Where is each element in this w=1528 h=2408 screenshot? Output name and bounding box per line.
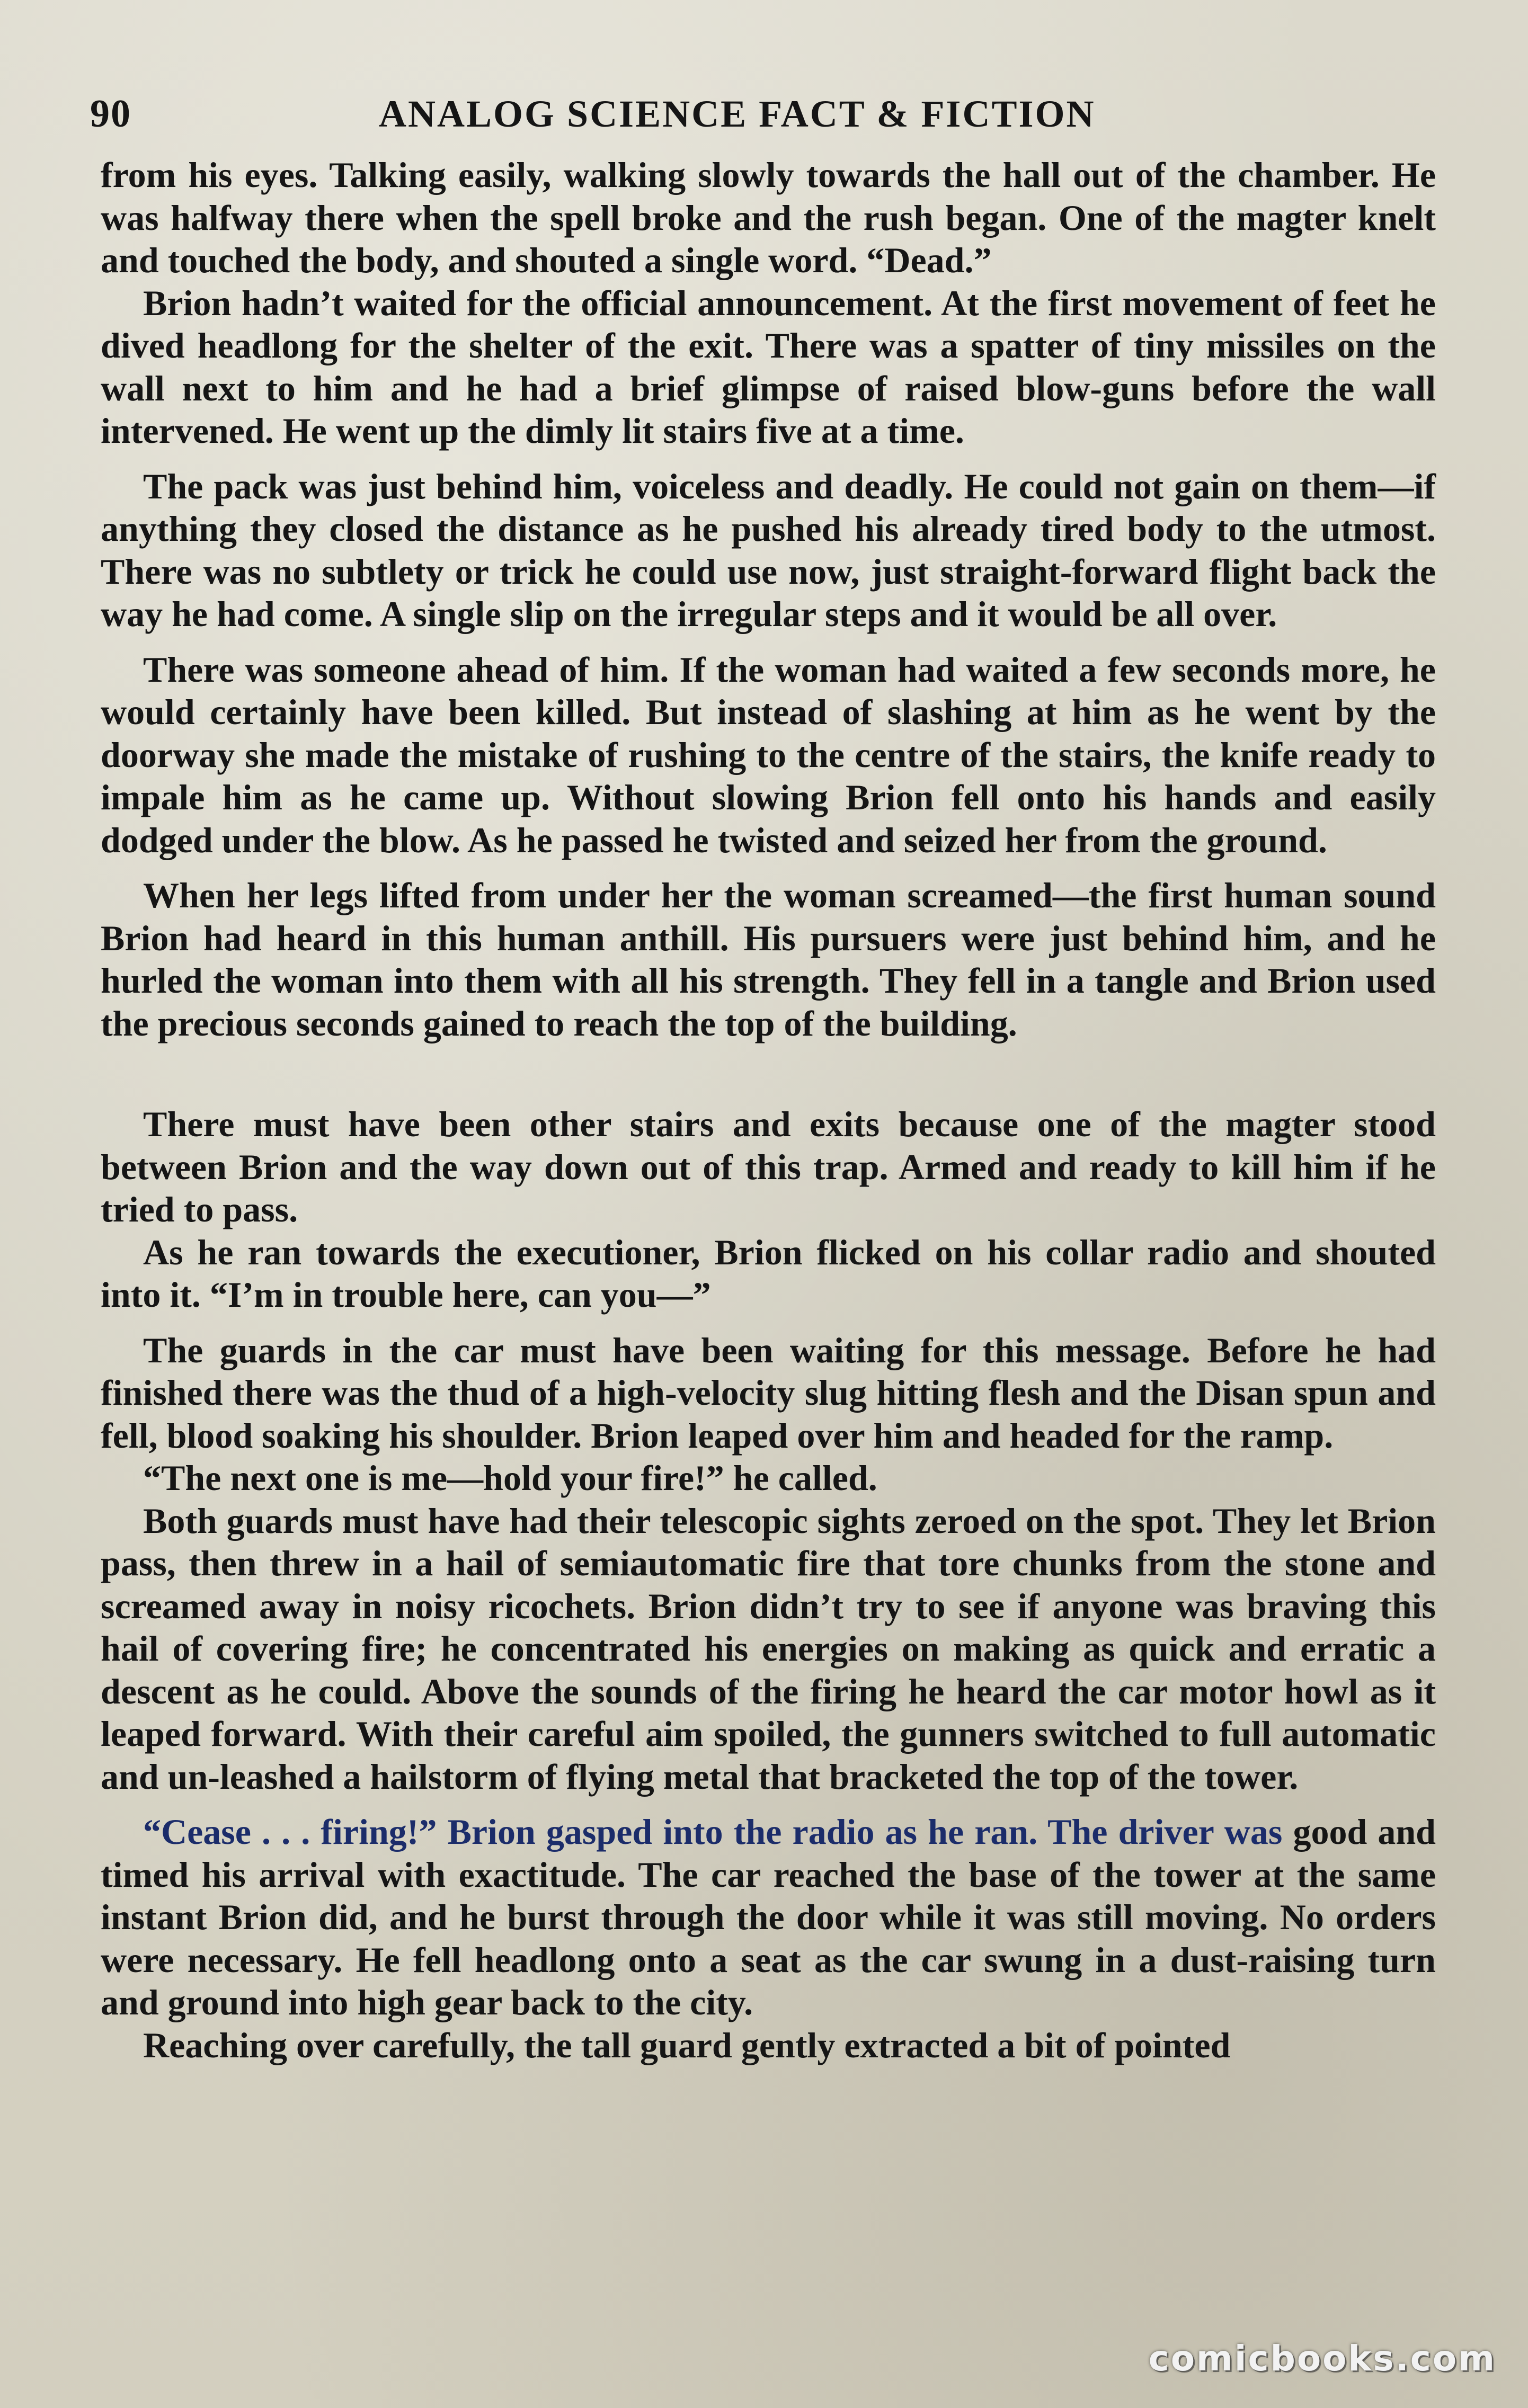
paragraph: Brion hadn’t waited for the official announcement. At the first movement of feet he dived headlong for the shelter of the exit. There was a spatter of tiny missiles on the wall next to him and he had a brief glimpse of raised blow-guns before the wall intervened. He went up the dimly lit stairs five at a time.	[101, 282, 1436, 451]
paragraph: There was someone ahead of him. If the woman had waited a few seconds more, he would certainly have been killed. But instead of slashing at him as he went by the doorway she made the mistake of rushing to the centre of the stairs, the knife ready to impale him as he came up. Without slowing Brion fell onto his hands and easily dodged under the blow. As he passed he twisted and seized her from the ground.	[101, 649, 1436, 860]
paragraph: When her legs lifted from under her the woman screamed—the first human sound Brion had heard in this human anthill. His pursuers were just behind him, and he hurled the woman into them with all his strength. They fell in a tangle and Brion used the precious seconds gained to reach the top of the building.	[101, 875, 1436, 1044]
paragraph: “The next one is me—hold your fire!” he called.	[143, 1458, 877, 1498]
paragraph: The pack was just behind him, voiceless and deadly. He could not gain on them—if anything they closed the distance as he pushed his already tired body to the utmost. There was no subtlety or trick he could use now, just straight-forward flight back the way he had come. A single slip on the irregular steps and it would be all over.	[101, 466, 1436, 634]
paragraph: As he ran towards the executioner, Brion flicked on his collar radio and shouted into it. “I’m in trouble here, can you—”	[101, 1232, 1436, 1315]
paragraph: The guards in the car must have been waiting for this message. Before he had finished there was the thud of a high-velocity slug hitting flesh and the Disan spun and fell, blood soaking his shoulder. Brion leaped over him and headed for the ramp.	[101, 1330, 1436, 1456]
page-number: 90	[90, 92, 131, 136]
paragraph: Reaching over carefully, the tall guard gently extracted a bit of pointed	[143, 2024, 1231, 2065]
page-header	[90, 87, 1446, 140]
paragraph: from his eyes. Talking easily, walking slowly towards the hall out of the chamber. He was halfway there when the spell broke and the rush began. One of the magter knelt and touched the body, and shouted a single word. “Dead.”	[101, 155, 1436, 280]
paragraph: There must have been other stairs and exits because one of the magter stood between Brion and the way down out of this trap. Armed and ready to kill him if he tried to pass.	[101, 1104, 1436, 1229]
paragraph	[101, 1811, 1436, 2024]
running-title: ANALOG SCIENCE FACT & FICTION	[379, 93, 1096, 135]
body-text	[101, 154, 1436, 2066]
paragraph-continuation: good and timed his arrival with exactitude. The car reached the base of the tower at the same instant Brion did, and he burst through the door while it was still moving. No orders were necessary. He fell headlong onto a seat as the car swung in a dust-raising turn and ground into high gear back to the city.	[101, 1812, 1436, 2022]
watermark: comicbooks.com	[1148, 2338, 1496, 2379]
blue-ink-run: “Cease . . . firing!” Brion gasped into the radio as he ran. The driver was	[143, 1812, 1283, 1852]
paragraph: Both guards must have had their telescopic sights zeroed on the spot. They let Brion pass, then threw in a hail of semiautomatic fire that tore chunks from the stone and screamed away in noisy ricochets. Brion didn’t try to see if anyone was braving this hail of covering fire; he concentrated his energies on making as quick and erratic a descent as he could. Above the sounds of the firing he heard the car motor howl as it leaped forward. With their careful aim spoiled, the gunners switched to full automatic and un-leashed a hailstorm of flying metal that bracketed the top of the tower.	[101, 1500, 1436, 1797]
